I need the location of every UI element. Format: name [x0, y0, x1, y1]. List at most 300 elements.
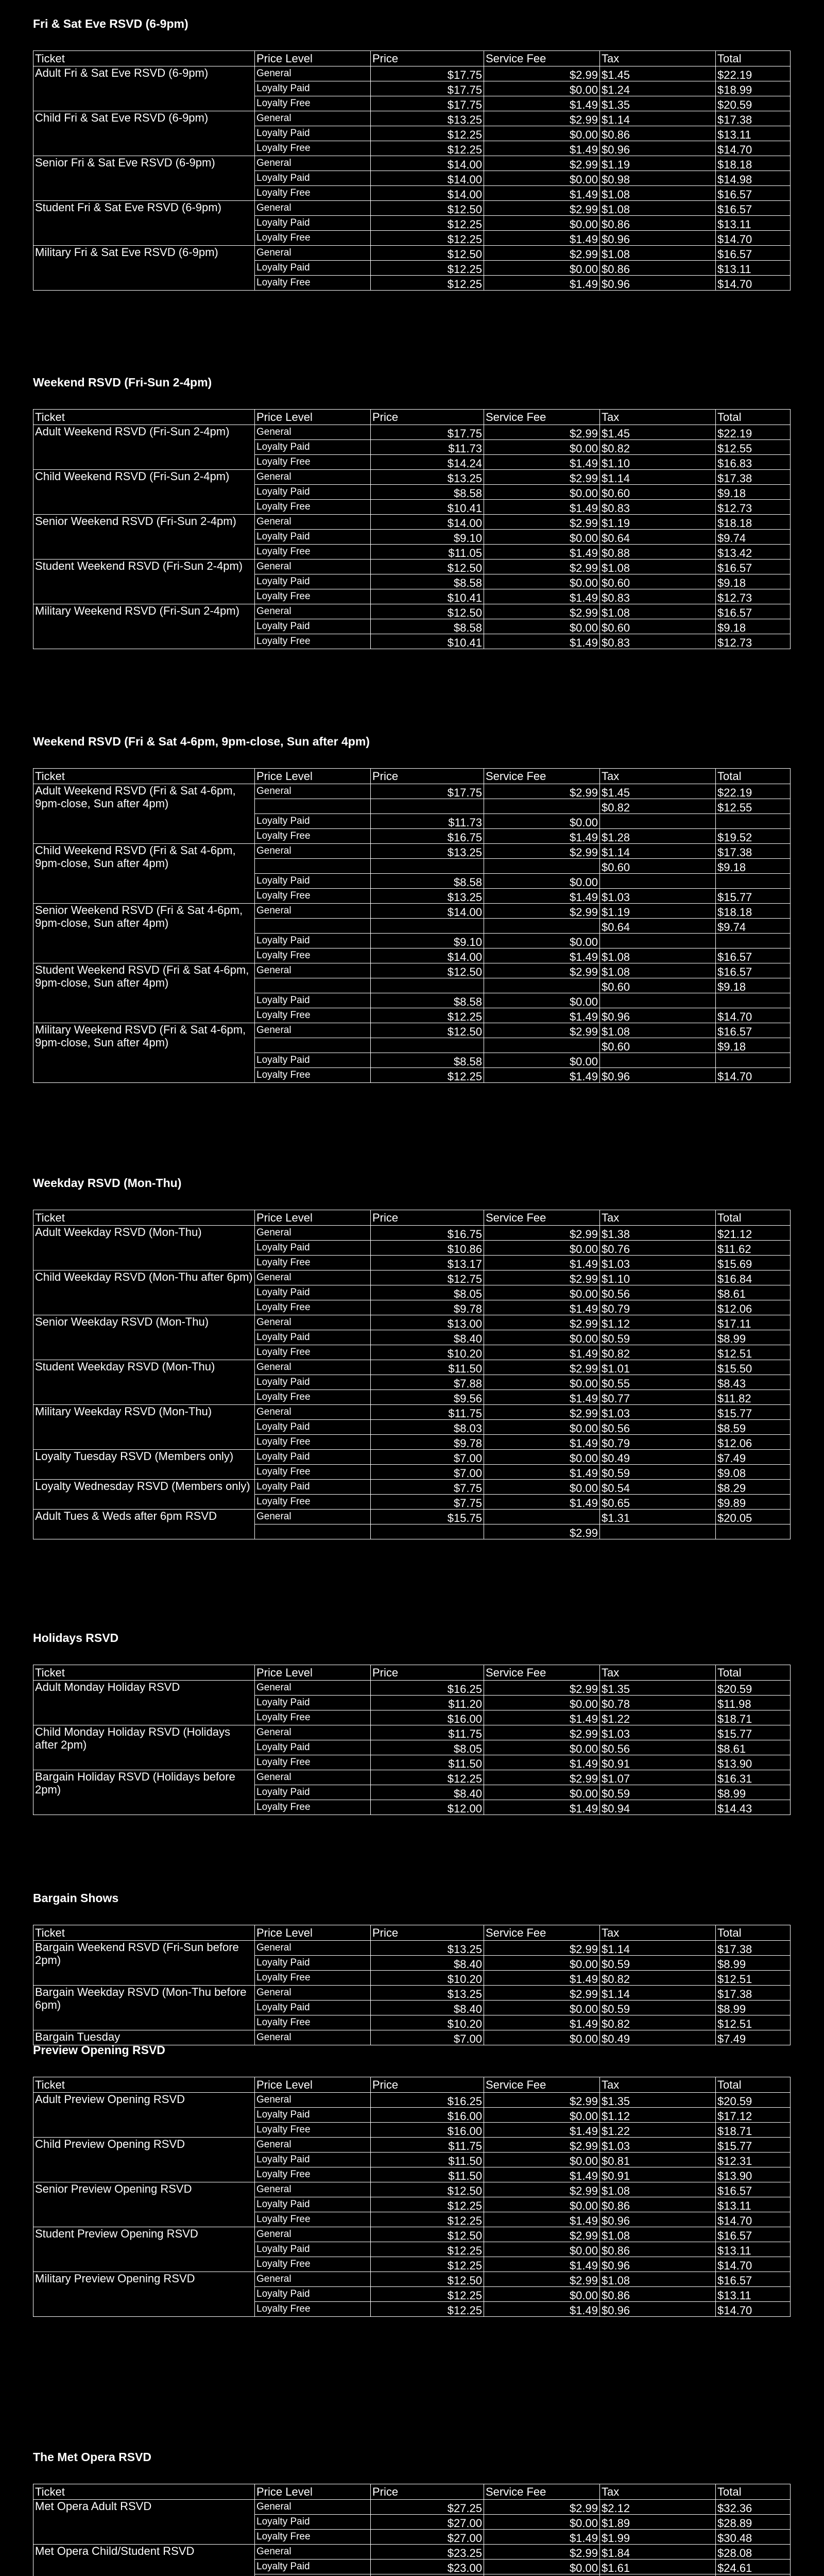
price-level-cell: Loyalty Paid	[255, 574, 371, 589]
service-fee-cell: $2.99	[484, 1360, 600, 1375]
tax-cell: $0.55	[600, 1375, 716, 1390]
total-cell: $14.70	[716, 1008, 791, 1023]
service-fee-cell: $2.99	[484, 246, 600, 261]
price-cell: $16.00	[371, 2123, 484, 2138]
price-level-cell	[255, 1038, 371, 1053]
price-cell	[371, 799, 484, 814]
price-cell: $12.50	[371, 963, 484, 978]
tax-cell: $0.78	[600, 1696, 716, 1710]
service-fee-cell: $0.00	[484, 1053, 600, 1068]
tax-cell: $0.96	[600, 141, 716, 156]
tax-cell: $1.03	[600, 1405, 716, 1420]
tax-cell: $0.96	[600, 2212, 716, 2227]
column-header-price-level: Price Level	[255, 769, 371, 784]
tax-cell: $0.60	[600, 978, 716, 993]
column-header-total: Total	[716, 2077, 791, 2093]
price-level-cell: Loyalty Free	[255, 2015, 371, 2030]
price-level-cell: Loyalty Paid	[255, 1420, 371, 1435]
column-header-ticket: Ticket	[33, 769, 255, 784]
tax-cell: $1.14	[600, 470, 716, 485]
tax-cell: $0.82	[600, 2015, 716, 2030]
table-row	[33, 425, 791, 440]
service-fee-cell: $0.00	[484, 2153, 600, 2167]
price-cell: $7.88	[371, 1375, 484, 1390]
service-fee-cell: $1.49	[484, 545, 600, 560]
price-cell: $13.00	[371, 1315, 484, 1330]
price-cell: $16.25	[371, 1681, 484, 1696]
price-level-cell: Loyalty Paid	[255, 171, 371, 186]
service-fee-cell: $0.00	[484, 619, 600, 634]
ticket-name: Military Weekday RSVD (Mon-Thu)	[33, 1405, 255, 1450]
price-level-cell	[255, 978, 371, 993]
price-cell: $11.73	[371, 814, 484, 829]
total-cell: $9.18	[716, 574, 791, 589]
price-level-cell: General	[255, 2138, 371, 2153]
tax-cell	[600, 1524, 716, 1539]
price-level-cell: Loyalty Free	[255, 1008, 371, 1023]
total-cell: $13.11	[716, 2197, 791, 2212]
total-cell: $15.69	[716, 1256, 791, 1270]
tax-cell: $1.08	[600, 2182, 716, 2197]
total-cell: $15.77	[716, 2138, 791, 2153]
price-level-cell: Loyalty Free	[255, 1256, 371, 1270]
service-fee-cell: $2.99	[484, 2093, 600, 2108]
price-level-cell: General	[255, 1405, 371, 1420]
service-fee-cell: $2.99	[484, 1681, 600, 1696]
tax-cell: $1.08	[600, 963, 716, 978]
service-fee-cell: $1.49	[484, 1710, 600, 1725]
service-fee-cell: $2.99	[484, 156, 600, 171]
price-cell: $8.40	[371, 1785, 484, 1800]
total-cell: $18.18	[716, 904, 791, 919]
total-cell: $13.11	[716, 126, 791, 141]
ticket-name: Bargain Weekday RSVD (Mon-Thu before 6pm)	[33, 1986, 255, 2030]
price-cell: $12.25	[371, 261, 484, 276]
price-level-cell: Loyalty Free	[255, 589, 371, 604]
tax-cell: $1.45	[600, 784, 716, 799]
total-cell: $13.42	[716, 545, 791, 560]
price-cell: $8.58	[371, 1053, 484, 1068]
price-level-cell: General	[255, 1315, 371, 1330]
service-fee-cell: $0.00	[484, 2197, 600, 2212]
price-cell: $11.50	[371, 1755, 484, 1770]
tax-cell: $0.65	[600, 1495, 716, 1510]
price-level-cell: General	[255, 1226, 371, 1241]
price-level-cell: Loyalty Free	[255, 500, 371, 515]
service-fee-cell: $0.00	[484, 530, 600, 545]
total-cell: $7.49	[716, 2030, 791, 2045]
ticket-name: Senior Fri & Sat Eve RSVD (6-9pm)	[33, 156, 255, 201]
price-level-cell: General	[255, 66, 371, 81]
ticket-name: Student Weekday RSVD (Mon-Thu)	[33, 1360, 255, 1405]
price-level-cell: Loyalty Free	[255, 1495, 371, 1510]
tax-cell: $0.88	[600, 545, 716, 560]
price-level-cell: General	[255, 2227, 371, 2242]
price-level-cell: Loyalty Free	[255, 1465, 371, 1480]
tax-cell: $1.01	[600, 1360, 716, 1375]
service-fee-cell: $1.49	[484, 1345, 600, 1360]
price-cell: $13.25	[371, 1986, 484, 2001]
total-cell: $16.57	[716, 1023, 791, 1038]
price-level-cell: Loyalty Paid	[255, 2197, 371, 2212]
service-fee-cell: $0.00	[484, 171, 600, 186]
column-header-price: Price	[371, 2077, 484, 2093]
service-fee-cell: $2.99	[484, 2545, 600, 2560]
table-row	[33, 2138, 791, 2153]
ticket-name: Child Weekday RSVD (Mon-Thu after 6pm)	[33, 1270, 255, 1315]
service-fee-cell: $1.49	[484, 1800, 600, 1815]
tax-cell: $0.86	[600, 2197, 716, 2212]
column-header-ticket: Ticket	[33, 1925, 255, 1941]
price-cell: $12.25	[371, 2242, 484, 2257]
price-table	[33, 1665, 791, 1815]
service-fee-cell: $2.99	[484, 1405, 600, 1420]
table-row	[33, 1270, 791, 1285]
service-fee-cell: $1.49	[484, 829, 600, 844]
service-fee-cell: $1.49	[484, 889, 600, 904]
price-cell: $27.00	[371, 2515, 484, 2530]
price-level-cell: Loyalty Paid	[255, 1480, 371, 1495]
service-fee-cell: $0.00	[484, 1450, 600, 1465]
ticket-name: Child Fri & Sat Eve RSVD (6-9pm)	[33, 111, 255, 156]
price-level-cell: Loyalty Paid	[255, 2560, 371, 2574]
price-cell: $8.58	[371, 574, 484, 589]
column-header-tax: Tax	[600, 1665, 716, 1681]
total-cell: $15.77	[716, 889, 791, 904]
tax-cell: $0.96	[600, 276, 716, 291]
ticket-name: Child Weekend RSVD (Fri-Sun 2-4pm)	[33, 470, 255, 515]
service-fee-cell: $1.49	[484, 2212, 600, 2227]
ticket-name: Child Preview Opening RSVD	[33, 2138, 255, 2182]
service-fee-cell: $0.00	[484, 2560, 600, 2574]
price-level-cell: Loyalty Paid	[255, 1241, 371, 1256]
total-cell: $14.70	[716, 231, 791, 246]
header-row	[33, 769, 791, 784]
price-level-cell: Loyalty Paid	[255, 2515, 371, 2530]
price-level-cell: Loyalty Free	[255, 1435, 371, 1450]
service-fee-cell: $1.49	[484, 2123, 600, 2138]
total-cell: $15.77	[716, 1405, 791, 1420]
table-row	[33, 963, 791, 978]
total-cell: $18.18	[716, 515, 791, 530]
price-level-cell	[255, 799, 371, 814]
table-row	[33, 560, 791, 574]
price-level-cell: General	[255, 1986, 371, 2001]
total-cell: $20.59	[716, 1681, 791, 1696]
price-level-cell: Loyalty Free	[255, 829, 371, 844]
price-cell: $8.58	[371, 485, 484, 500]
total-cell	[716, 874, 791, 889]
price-level-cell: Loyalty Free	[255, 455, 371, 470]
price-cell: $27.25	[371, 2500, 484, 2515]
total-cell: $11.62	[716, 1241, 791, 1256]
price-cell: $10.41	[371, 500, 484, 515]
ticket-name: Child Weekend RSVD (Fri & Sat 4-6pm, 9pm-close, Sun after 4pm)	[33, 844, 255, 904]
service-fee-cell: $1.49	[484, 589, 600, 604]
service-fee-cell: $1.49	[484, 1971, 600, 1986]
price-cell: $10.20	[371, 2015, 484, 2030]
total-cell: $18.71	[716, 2123, 791, 2138]
total-cell: $8.61	[716, 1285, 791, 1300]
price-cell: $11.75	[371, 2138, 484, 2153]
price-level-cell: Loyalty Paid	[255, 2242, 371, 2257]
service-fee-cell	[484, 799, 600, 814]
tax-cell: $1.08	[600, 186, 716, 201]
price-level-cell: Loyalty Free	[255, 1068, 371, 1083]
price-cell: $12.50	[371, 604, 484, 619]
price-level-cell: General	[255, 2182, 371, 2197]
ticket-name: Military Fri & Sat Eve RSVD (6-9pm)	[33, 246, 255, 291]
price-level-cell: Loyalty Free	[255, 1971, 371, 1986]
tax-cell: $0.98	[600, 171, 716, 186]
total-cell: $20.05	[716, 1510, 791, 1524]
price-cell: $17.75	[371, 81, 484, 96]
table-row	[33, 844, 791, 859]
total-cell	[716, 993, 791, 1008]
total-cell	[716, 1053, 791, 1068]
price-level-cell: General	[255, 201, 371, 216]
column-header-total: Total	[716, 1665, 791, 1681]
price-cell: $12.50	[371, 201, 484, 216]
price-level-cell: Loyalty Paid	[255, 1375, 371, 1390]
price-cell: $16.75	[371, 1226, 484, 1241]
ticket-name: Adult Weekday RSVD (Mon-Thu)	[33, 1226, 255, 1270]
price-table	[33, 409, 791, 649]
price-level-cell: General	[255, 156, 371, 171]
price-cell: $10.86	[371, 1241, 484, 1256]
tax-cell: $1.31	[600, 1510, 716, 1524]
price-cell: $11.05	[371, 545, 484, 560]
tax-cell: $1.14	[600, 111, 716, 126]
total-cell: $22.19	[716, 784, 791, 799]
price-level-cell: General	[255, 1510, 371, 1524]
service-fee-cell	[484, 1510, 600, 1524]
service-fee-cell: $2.99	[484, 111, 600, 126]
total-cell: $8.43	[716, 1375, 791, 1390]
service-fee-cell: $1.49	[484, 1256, 600, 1270]
price-level-cell: General	[255, 515, 371, 530]
service-fee-cell: $1.49	[484, 1300, 600, 1315]
price-level-cell: General	[255, 246, 371, 261]
service-fee-cell: $0.00	[484, 814, 600, 829]
tax-cell: $0.59	[600, 1330, 716, 1345]
price-cell: $7.00	[371, 1465, 484, 1480]
tax-cell: $0.83	[600, 589, 716, 604]
ticket-name: Adult Fri & Sat Eve RSVD (6-9pm)	[33, 66, 255, 111]
service-fee-cell: $0.00	[484, 261, 600, 276]
ticket-name: Student Fri & Sat Eve RSVD (6-9pm)	[33, 201, 255, 246]
price-cell: $13.25	[371, 844, 484, 859]
column-header-service-fee: Service Fee	[484, 769, 600, 784]
tax-cell: $1.08	[600, 246, 716, 261]
tax-cell	[600, 874, 716, 889]
tax-cell	[600, 1053, 716, 1068]
tax-cell: $1.19	[600, 515, 716, 530]
tax-cell: $0.86	[600, 2287, 716, 2302]
price-cell: $13.25	[371, 889, 484, 904]
service-fee-cell: $2.99	[484, 604, 600, 619]
price-cell: $13.25	[371, 1941, 484, 1956]
total-cell: $12.51	[716, 1971, 791, 1986]
section-title: Weekend RSVD (Fri-Sun 2-4pm)	[33, 376, 212, 389]
total-cell: $9.89	[716, 1495, 791, 1510]
price-level-cell: Loyalty Free	[255, 1710, 371, 1725]
price-level-cell: Loyalty Free	[255, 2212, 371, 2227]
tax-cell: $2.12	[600, 2500, 716, 2515]
tax-cell: $0.82	[600, 799, 716, 814]
price-cell: $8.58	[371, 874, 484, 889]
ticket-name: Adult Preview Opening RSVD	[33, 2093, 255, 2138]
total-cell: $28.08	[716, 2545, 791, 2560]
total-cell: $17.38	[716, 1941, 791, 1956]
tax-cell: $1.08	[600, 1023, 716, 1038]
price-level-cell: General	[255, 1270, 371, 1285]
total-cell: $22.19	[716, 425, 791, 440]
price-cell: $7.75	[371, 1480, 484, 1495]
price-cell: $8.40	[371, 1956, 484, 1971]
price-level-cell: General	[255, 560, 371, 574]
price-level-cell: Loyalty Free	[255, 634, 371, 649]
tax-cell: $1.19	[600, 156, 716, 171]
section-title: Preview Opening RSVD	[33, 2043, 165, 2057]
column-header-price: Price	[371, 769, 484, 784]
price-cell: $7.00	[371, 1450, 484, 1465]
total-cell: $9.74	[716, 919, 791, 934]
section-title: Weekend RSVD (Fri & Sat 4-6pm, 9pm-close, Sun after 4pm)	[33, 735, 370, 748]
ticket-name: Student Weekend RSVD (Fri & Sat 4-6pm, 9pm-close, Sun after 4pm)	[33, 963, 255, 1023]
total-cell: $16.31	[716, 1770, 791, 1785]
price-level-cell: Loyalty Free	[255, 276, 371, 291]
total-cell: $19.52	[716, 829, 791, 844]
service-fee-cell: $0.00	[484, 81, 600, 96]
total-cell: $16.57	[716, 201, 791, 216]
service-fee-cell: $2.99	[484, 1941, 600, 1956]
table-row	[33, 1480, 791, 1495]
service-fee-cell: $1.49	[484, 2015, 600, 2030]
column-header-ticket: Ticket	[33, 1210, 255, 1226]
tax-cell: $1.14	[600, 1941, 716, 1956]
service-fee-cell: $2.99	[484, 963, 600, 978]
price-cell: $12.50	[371, 246, 484, 261]
service-fee-cell: $0.00	[484, 440, 600, 455]
price-cell	[371, 919, 484, 934]
total-cell: $14.70	[716, 2257, 791, 2272]
section-title: Bargain Shows	[33, 1891, 119, 1905]
tax-cell: $1.03	[600, 2138, 716, 2153]
table-row	[33, 201, 791, 216]
price-cell: $9.78	[371, 1435, 484, 1450]
price-level-cell: Loyalty Free	[255, 1300, 371, 1315]
price-level-cell: Loyalty Paid	[255, 81, 371, 96]
price-cell: $13.25	[371, 111, 484, 126]
service-fee-cell: $0.00	[484, 1285, 600, 1300]
service-fee-cell: $0.00	[484, 2515, 600, 2530]
service-fee-cell	[484, 2574, 600, 2576]
table-row	[33, 604, 791, 619]
table-row	[33, 1023, 791, 1038]
price-level-cell: Loyalty Paid	[255, 2108, 371, 2123]
price-cell	[371, 978, 484, 993]
price-cell: $10.20	[371, 1971, 484, 1986]
total-cell	[716, 814, 791, 829]
total-cell: $24.61	[716, 2560, 791, 2574]
total-cell: $12.31	[716, 2153, 791, 2167]
tax-cell: $0.60	[600, 485, 716, 500]
ticket-name: Senior Weekday RSVD (Mon-Thu)	[33, 1315, 255, 1360]
price-level-cell: Loyalty Free	[255, 2257, 371, 2272]
total-cell: $16.57	[716, 186, 791, 201]
service-fee-cell: $0.00	[484, 2242, 600, 2257]
price-cell: $12.75	[371, 1270, 484, 1285]
header-row	[33, 1925, 791, 1941]
column-header-service-fee: Service Fee	[484, 1665, 600, 1681]
table-row	[33, 470, 791, 485]
total-cell: $9.18	[716, 619, 791, 634]
total-cell: $8.29	[716, 1480, 791, 1495]
tax-cell: $1.03	[600, 1725, 716, 1740]
ticket-name: Adult Monday Holiday RSVD	[33, 1681, 255, 1725]
service-fee-cell: $1.49	[484, 231, 600, 246]
price-level-cell: Loyalty Paid	[255, 874, 371, 889]
price-level-cell: Loyalty Free	[255, 96, 371, 111]
ticket-name: Military Weekend RSVD (Fri & Sat 4-6pm, 9pm-close, Sun after 4pm)	[33, 1023, 255, 1083]
tax-cell: $1.10	[600, 1270, 716, 1285]
tax-cell: $1.35	[600, 96, 716, 111]
service-fee-cell: $2.99	[484, 2500, 600, 2515]
price-cell: $12.25	[371, 1770, 484, 1785]
total-cell: $12.06	[716, 1435, 791, 1450]
total-cell: $8.99	[716, 2001, 791, 2015]
table-row	[33, 66, 791, 81]
price-cell: $11.20	[371, 1696, 484, 1710]
column-header-price: Price	[371, 1925, 484, 1941]
total-cell: $8.61	[716, 1740, 791, 1755]
tax-cell: $1.22	[600, 2123, 716, 2138]
price-cell: $14.00	[371, 948, 484, 963]
ticket-name: Adult Weekend RSVD (Fri-Sun 2-4pm)	[33, 425, 255, 470]
total-cell: $13.11	[716, 2287, 791, 2302]
column-header-price: Price	[371, 2484, 484, 2500]
price-cell: $11.73	[371, 440, 484, 455]
price-cell: $12.50	[371, 2272, 484, 2287]
table-row	[33, 1360, 791, 1375]
header-row	[33, 2077, 791, 2093]
price-level-cell: General	[255, 963, 371, 978]
service-fee-cell: $2.99	[484, 2138, 600, 2153]
price-table	[33, 768, 791, 1083]
service-fee-cell: $0.00	[484, 2001, 600, 2015]
service-fee-cell: $2.99	[484, 1770, 600, 1785]
total-cell: $16.57	[716, 2182, 791, 2197]
total-cell: $11.98	[716, 1696, 791, 1710]
price-cell: $8.40	[371, 1330, 484, 1345]
tax-cell: $0.59	[600, 1785, 716, 1800]
price-level-cell: General	[255, 1941, 371, 1956]
service-fee-cell: $0.00	[484, 485, 600, 500]
price-cell: $16.00	[371, 1710, 484, 1725]
service-fee-cell: $2.99	[484, 1986, 600, 2001]
tax-cell	[600, 934, 716, 948]
price-level-cell: General	[255, 2500, 371, 2515]
total-cell: $12.73	[716, 589, 791, 604]
service-fee-cell: $0.00	[484, 1330, 600, 1345]
header-row	[33, 1210, 791, 1226]
header-row	[33, 410, 791, 425]
service-fee-cell: $2.99	[484, 2182, 600, 2197]
total-cell: $16.57	[716, 560, 791, 574]
column-header-total: Total	[716, 410, 791, 425]
price-cell: $10.20	[371, 1345, 484, 1360]
